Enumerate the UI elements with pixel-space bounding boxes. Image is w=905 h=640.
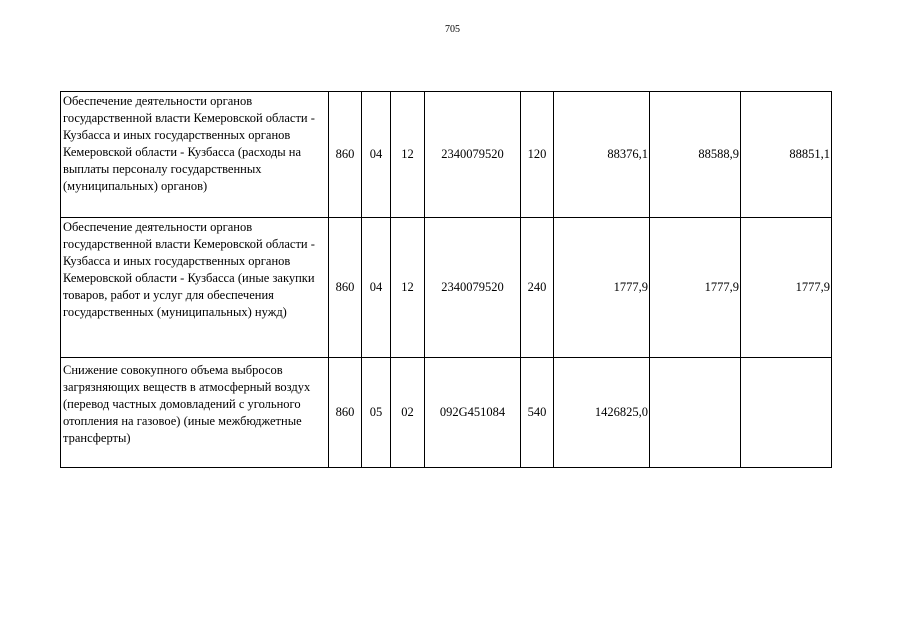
subsection-code-cell: 12 bbox=[391, 92, 425, 218]
amount-2-cell: 88588,9 bbox=[650, 92, 741, 218]
target-article-cell: 092G451084 bbox=[425, 358, 521, 468]
expense-type-cell: 120 bbox=[521, 92, 554, 218]
section-code-cell: 04 bbox=[362, 218, 391, 358]
ministry-code-cell: 860 bbox=[329, 358, 362, 468]
section-code-cell: 04 bbox=[362, 92, 391, 218]
amount-1-cell: 88376,1 bbox=[554, 92, 650, 218]
section-code-cell: 05 bbox=[362, 358, 391, 468]
subsection-code-cell: 12 bbox=[391, 218, 425, 358]
amount-2-cell bbox=[650, 358, 741, 468]
page-number: 705 bbox=[445, 24, 460, 35]
amount-3-cell bbox=[741, 358, 832, 468]
expense-type-cell: 240 bbox=[521, 218, 554, 358]
amount-1-cell: 1426825,0 bbox=[554, 358, 650, 468]
ministry-code-cell: 860 bbox=[329, 218, 362, 358]
amount-3-cell: 1777,9 bbox=[741, 218, 832, 358]
expense-name-cell: Обеспечение деятельности органов государственной власти Кемеровской области - Кузбасса и иных государственных органов Кемеровской области - Кузбасса (иные закупки товаров, работ и услуг для обеспечения государственных (муниципальных) нужд) bbox=[61, 218, 329, 358]
table-row bbox=[61, 92, 832, 218]
amount-2-cell: 1777,9 bbox=[650, 218, 741, 358]
budget-table bbox=[60, 91, 832, 468]
amount-3-cell: 88851,1 bbox=[741, 92, 832, 218]
target-article-cell: 2340079520 bbox=[425, 92, 521, 218]
table-row bbox=[61, 218, 832, 358]
ministry-code-cell: 860 bbox=[329, 92, 362, 218]
expense-name-cell: Снижение совокупного объема выбросов загрязняющих веществ в атмосферный воздух (перевод частных домовладений с угольного отопления на газовое) (иные межбюджетные трансферты) bbox=[61, 358, 329, 468]
target-article-cell: 2340079520 bbox=[425, 218, 521, 358]
amount-1-cell: 1777,9 bbox=[554, 218, 650, 358]
subsection-code-cell: 02 bbox=[391, 358, 425, 468]
expense-type-cell: 540 bbox=[521, 358, 554, 468]
table-row bbox=[61, 358, 832, 468]
expense-name-cell: Обеспечение деятельности органов государственной власти Кемеровской области - Кузбасса и иных государственных органов Кемеровской области - Кузбасса (расходы на выплаты персоналу государственных (муниципальных) органов) bbox=[61, 92, 329, 218]
